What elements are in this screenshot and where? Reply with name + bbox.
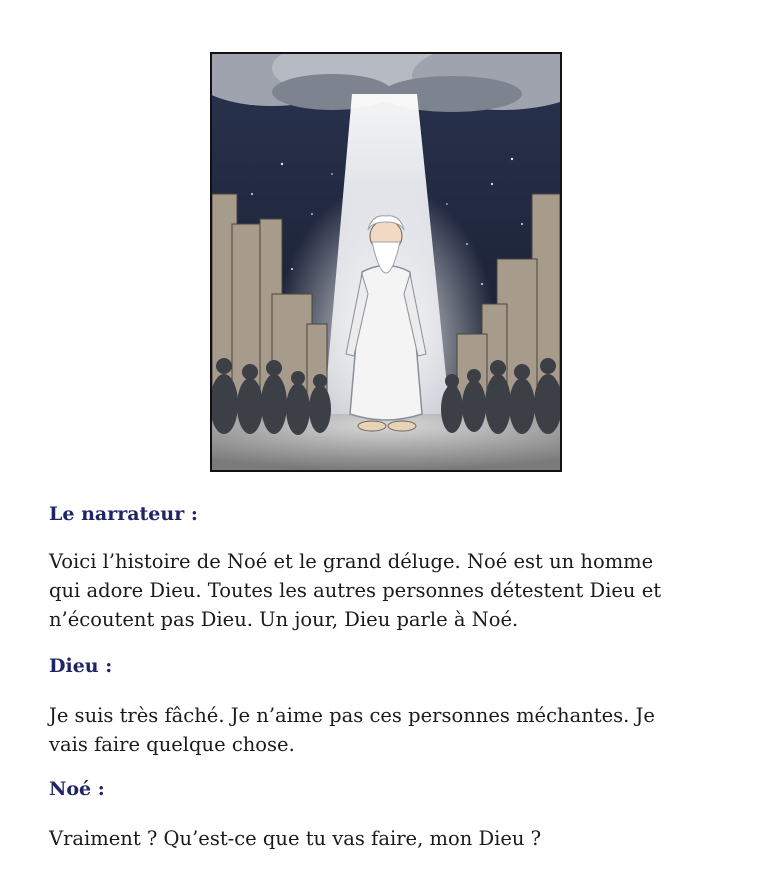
speaker-narrator: Le narrateur :: [49, 503, 198, 525]
speaker-god: Dieu :: [49, 655, 113, 677]
narrator-line-1: Voici l’histoire de Noé et le grand déluge. Noé est un homme: [49, 550, 654, 573]
narrator-line-2: qui adore Dieu. Toutes les autres personnes détestent Dieu et: [49, 579, 662, 602]
speaker-noah: Noé :: [49, 778, 105, 800]
god-line-1: Je suis très fâché. Je n’aime pas ces personnes méchantes. Je: [49, 704, 655, 727]
story-illustration: [210, 52, 562, 472]
god-speaks-scene: [212, 54, 560, 470]
god-line-2: vais faire quelque chose.: [49, 733, 295, 756]
narrator-line-3: n’écoutent pas Dieu. Un jour, Dieu parle à Noé.: [49, 608, 519, 631]
noah-line-1: Vraiment ? Qu’est-ce que tu vas faire, mon Dieu ?: [49, 827, 542, 850]
